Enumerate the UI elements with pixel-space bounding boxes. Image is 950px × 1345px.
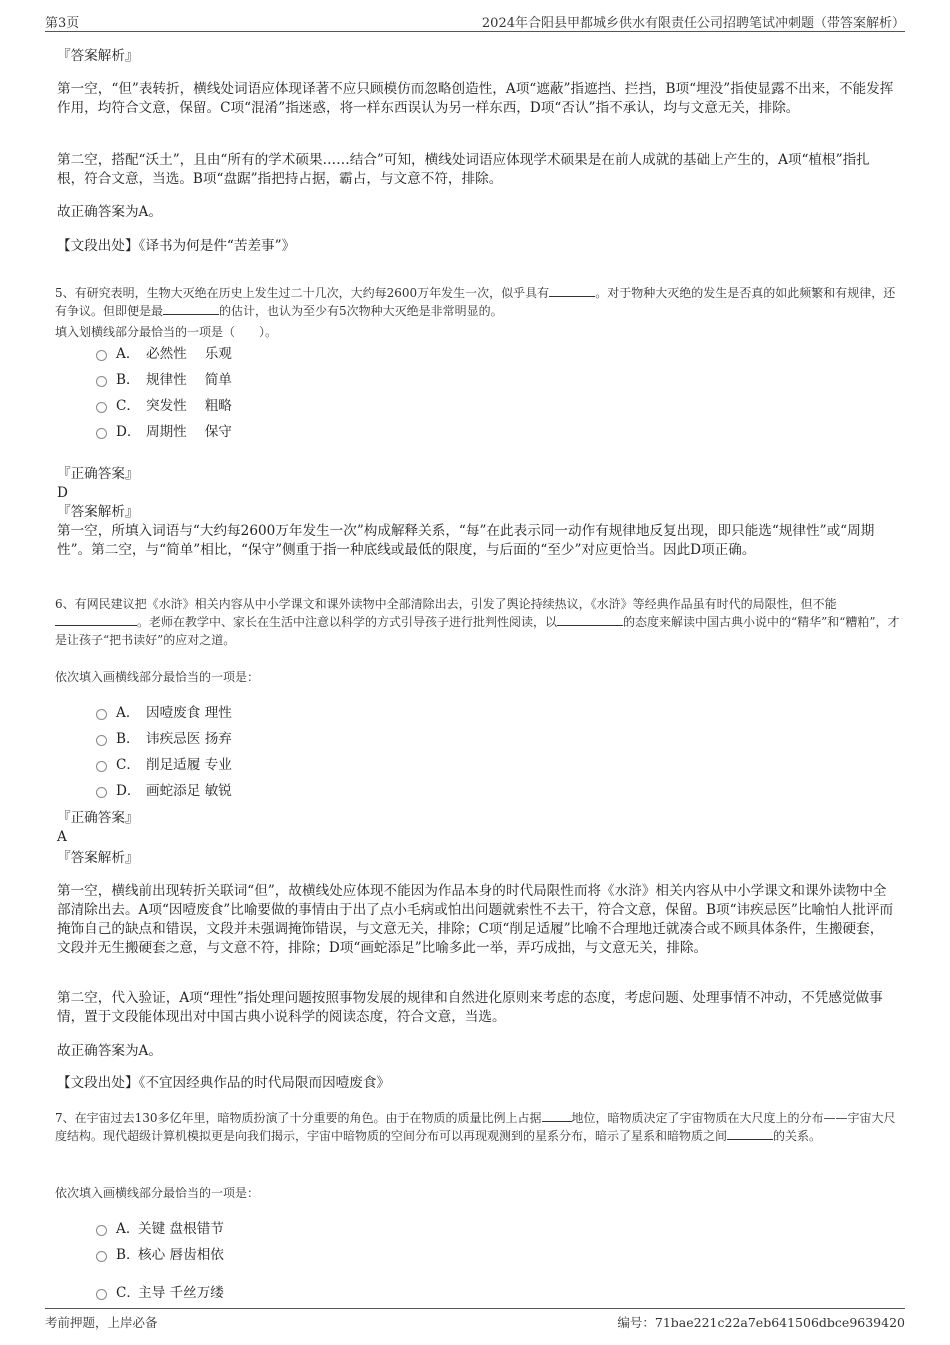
radio-icon[interactable]	[96, 350, 107, 361]
q7-blank-1	[542, 1109, 572, 1122]
q5-correct-label: 『正确答案』	[57, 466, 139, 482]
q6-option-a[interactable]	[96, 704, 232, 722]
radio-icon[interactable]	[96, 709, 107, 720]
option-letter: B．	[116, 372, 140, 388]
option-letter: B．	[116, 731, 140, 747]
q5-option-c[interactable]	[96, 397, 232, 415]
option-letter: B．	[116, 1247, 140, 1263]
q6-stem-part-c: 的态度来解读中国古典小说中的“精华”和“糟粕”，才是让孩子“把书读好”的应对之道。	[55, 615, 900, 647]
footer-divider	[45, 1308, 905, 1309]
q7-prompt: 依次填入画横线部分最恰当的一项是：	[55, 1186, 260, 1200]
q5-option-a[interactable]	[96, 345, 232, 363]
option-letter: A．	[116, 346, 140, 362]
q7-stem	[55, 1109, 900, 1145]
q7-stem-part-c: 的关系。	[773, 1129, 822, 1143]
document-title: 2024年合阳县甲都城乡供水有限责任公司招聘笔试冲刺题（带答案解析）	[481, 16, 905, 31]
option-text: 主导 千丝万缕	[138, 1285, 224, 1301]
option-text: 核心 唇齿相依	[138, 1247, 224, 1263]
q7-option-c[interactable]	[96, 1284, 224, 1302]
option-letter: C．	[116, 1285, 140, 1301]
q4-analysis-label: 『答案解析』	[57, 48, 139, 64]
option-text: 规律性 简单	[146, 372, 232, 388]
q6-correct-label: 『正确答案』	[57, 810, 139, 826]
q5-blank-2	[163, 302, 219, 315]
q6-correct-answer: A	[57, 829, 67, 845]
q4-analysis-para2: 第二空，搭配“沃土”，且由“所有的学术硕果……结合”可知，横线处词语应体现学术硕果是在前人成就的基础上产生的，A项“植根”指扎根，符合文意，当选。B项“盘踞”指把持占据，霸占，与文意不符，排除。	[57, 152, 870, 187]
q5-stem-part-c: 的估计，也认为至少有5次物种大灭绝是非常明显的。	[219, 304, 503, 318]
q7-stem-part-a: 7、在宇宙过去130多亿年里，暗物质扮演了十分重要的角色。由于在物质的质量比例上占据	[55, 1111, 542, 1125]
document-serial: 编号：71bae221c22a7eb641506dbce9639420	[617, 1315, 905, 1330]
q6-blank-2	[557, 613, 623, 626]
q5-stem-part-a: 5、有研究表明，生物大灭绝在历史上发生过二十几次，大约每2600万年发生一次，似乎具有	[55, 286, 550, 300]
q5-stem	[55, 284, 900, 320]
option-text: 削足适履 专业	[146, 757, 232, 773]
q5-correct-answer: D	[57, 485, 68, 501]
q5-blank-1	[549, 284, 595, 297]
radio-icon[interactable]	[96, 1289, 107, 1300]
option-letter: C．	[116, 757, 140, 773]
q5-option-b[interactable]	[96, 371, 232, 389]
radio-icon[interactable]	[96, 376, 107, 387]
option-text: 周期性 保守	[146, 424, 232, 440]
q6-analysis-label: 『答案解析』	[57, 850, 139, 866]
page-number: 第3页	[45, 16, 80, 31]
q7-option-a[interactable]	[96, 1220, 224, 1238]
q4-conclusion: 故正确答案为A。	[57, 204, 162, 220]
footer-slogan: 考前押题，上岸必备	[45, 1315, 158, 1330]
option-text: 因噎废食 理性	[146, 705, 232, 721]
q6-analysis-para1: 第一空，横线前出现转折关联词“但”，故横线处应体现不能因为作品本身的时代局限性而将《水浒》相关内容从中小学课文和课外读物中全部清除出去。A项“因噎废食”比喻要做的事情由于出了点小毛病或怕出问题就索性不去干，符合文意，保留。B项“讳疾忌医”比喻怕人批评而掩饰自己的缺点和错误，文段并未强调掩饰错误，与文意无关，排除；C项“削足适履”比喻不合理地迁就凑合或不顾具体条件，生搬硬套，文段并无生搬硬套之意，与文意不符，排除；D项“画蛇添足”比喻多此一举，弄巧成拙，与文意无关，排除。	[57, 883, 894, 956]
q5-analysis: 第一空，所填入词语与“大约每2600万年发生一次”构成解释关系，“每”在此表示同一动作有规律地反复出现，即只能选“规律性”或“周期性”。第二空，与“简单”相比，“保守”侧重于指一种底线或最低的限度，与后面的“至少”对应更恰当。因此D项正确。	[57, 523, 875, 558]
q5-option-d[interactable]	[96, 423, 232, 441]
q6-stem	[55, 595, 900, 649]
q5-stem-part-b: 。对于物种大灭绝的发生是否真的如此频繁和有规律，还有争议。但即便是最	[55, 286, 896, 318]
q6-prompt: 依次填入画横线部分最恰当的一项是：	[55, 670, 260, 684]
option-text: 关键 盘根错节	[138, 1221, 224, 1237]
option-text: 突发性 粗略	[146, 398, 232, 414]
q6-conclusion: 故正确答案为A。	[57, 1043, 162, 1059]
option-letter: A．	[116, 705, 140, 721]
q7-blank-2	[727, 1127, 773, 1140]
q6-option-d[interactable]	[96, 782, 232, 800]
q6-option-b[interactable]	[96, 730, 232, 748]
q6-blank-1	[55, 613, 137, 626]
header-divider	[45, 31, 905, 32]
q6-analysis-para2: 第二空，代入验证，A项“理性”指处理问题按照事物发展的规律和自然进化原则来考虑的态度，考虑问题、处理事情不冲动，不凭感觉做事情，置于文段能体现出对中国古典小说科学的阅读态度，符合文意，当选。	[57, 990, 883, 1025]
option-letter: D．	[116, 424, 141, 440]
radio-icon[interactable]	[96, 428, 107, 439]
q7-stem-part-b: 地位，暗物质决定了宇宙物质在大尺度上的分布——宇宙大尺度结构。现代超级计算机模拟更是向我们揭示，宇宙中暗物质的空间分布可以再现观测到的星系分布，暗示了星系和暗物质之间	[55, 1111, 896, 1143]
q6-source: 【文段出处】《不宜因经典作品的时代局限而因噎废食》	[57, 1075, 391, 1091]
radio-icon[interactable]	[96, 735, 107, 746]
q5-prompt: 填入划横线部分最恰当的一项是（ ）。	[55, 325, 278, 339]
q7-option-b[interactable]	[96, 1246, 224, 1264]
radio-icon[interactable]	[96, 787, 107, 798]
option-letter: D．	[116, 783, 141, 799]
option-text: 画蛇添足 敏锐	[146, 783, 232, 799]
option-letter: C．	[116, 398, 140, 414]
q4-source: 【文段出处】《译书为何是件“苦差事”》	[57, 238, 296, 254]
q4-analysis-para1: 第一空，“但”表转折，横线处词语应体现译著不应只顾模仿而忽略创造性，A项“遮蔽”指遮挡、拦挡，B项“埋没”指使显露不出来，不能发挥作用，均符合文意，保留。C项“混淆”指迷惑，将一样东西误认为另一样东西，D项“否认”指不承认，均与文意无关，排除。	[57, 81, 894, 116]
q5-analysis-label: 『答案解析』	[57, 504, 139, 520]
q6-stem-part-a: 6、有网民建议把《水浒》相关内容从中小学课文和课外读物中全部清除出去，引发了舆论持续热议，《水浒》等经典作品虽有时代的局限性，但不能	[55, 597, 837, 611]
q6-stem-part-b: 。老师在教学中、家长在生活中注意以科学的方式引导孩子进行批判性阅读，以	[137, 615, 558, 629]
radio-icon[interactable]	[96, 1251, 107, 1262]
option-text: 必然性 乐观	[146, 346, 232, 362]
option-letter: A．	[116, 1221, 140, 1237]
radio-icon[interactable]	[96, 1225, 107, 1236]
radio-icon[interactable]	[96, 761, 107, 772]
radio-icon[interactable]	[96, 402, 107, 413]
option-text: 讳疾忌医 扬弃	[146, 731, 232, 747]
q6-option-c[interactable]	[96, 756, 232, 774]
